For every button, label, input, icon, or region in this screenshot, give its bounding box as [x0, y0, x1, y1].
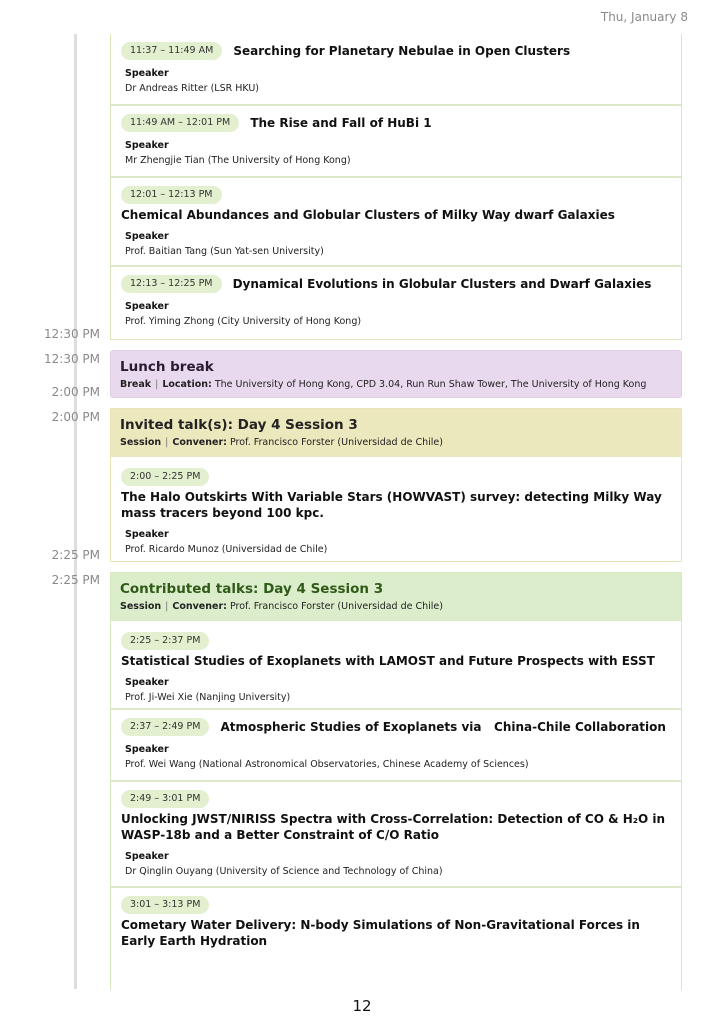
location-value: The University of Hong Kong, CPD 3.04, Run Run Shaw Tower, The University of Hong Kong [214, 379, 647, 390]
talk-item[interactable] [111, 457, 681, 561]
meta-separator: | [165, 437, 169, 448]
talk-time: 2:37 – 2:49 PM [121, 718, 209, 736]
session-block-invited [110, 408, 682, 562]
session-block-contributed [110, 572, 682, 990]
speaker-name: Prof. Baitian Tang (Sun Yat-sen University) [125, 245, 324, 257]
time-label-end: 12:30 PM [44, 327, 100, 341]
time-label-start: 2:00 PM [51, 410, 100, 424]
speaker-label: Speaker [125, 528, 169, 540]
talk-time: 2:00 – 2:25 PM [121, 468, 209, 486]
speaker-label: Speaker [125, 139, 169, 151]
speaker-name: Dr Qinglin Ouyang (University of Science and Technology of China) [125, 865, 443, 877]
talk-time: 11:49 AM – 12:01 PM [121, 114, 239, 132]
page-number: 12 [352, 997, 372, 1015]
talk-title[interactable]: Dynamical Evolutions in Globular Clusters and Dwarf Galaxies [232, 276, 652, 291]
speaker-name: Mr Zhengjie Tian (The University of Hong Kong) [125, 154, 351, 166]
talk-item[interactable] [111, 34, 681, 106]
talk-title[interactable]: The Halo Outskirts With Variable Stars (HOWVAST) survey: detecting Milky Way mass tracers beyond 100 kpc. [121, 489, 662, 520]
talk-item[interactable] [111, 178, 681, 267]
location-label: Location: [162, 379, 212, 390]
entry-type: Break [120, 379, 152, 390]
page-date: Thu, January 8 [600, 10, 688, 24]
talk-time: 2:25 – 2:37 PM [121, 632, 209, 650]
talk-item[interactable] [111, 621, 681, 710]
entry-type: Session [120, 437, 162, 448]
session-header[interactable] [111, 573, 681, 621]
convener-label: Convener: [172, 601, 227, 612]
talk-item[interactable] [111, 782, 681, 888]
time-label-end: 2:25 PM [51, 548, 100, 562]
talk-item[interactable] [111, 710, 681, 782]
talk-time: 11:37 – 11:49 AM [121, 42, 222, 60]
speaker-name: Prof. Wei Wang (National Astronomical Observatories, Chinese Academy of Sciences) [125, 758, 529, 770]
talk-title[interactable]: The Rise and Fall of HuBi 1 [250, 115, 432, 130]
speaker-label: Speaker [125, 850, 169, 862]
speaker-label: Speaker [125, 676, 169, 688]
time-label-start: 2:25 PM [51, 573, 100, 587]
talk-title[interactable]: Searching for Planetary Nebulae in Open Clusters [233, 43, 571, 58]
session-title[interactable]: Contributed talks: Day 4 Session 3 [120, 581, 384, 597]
talk-time: 12:01 – 12:13 PM [121, 186, 222, 204]
convener-value: Prof. Francisco Forster (Universidad de Chile) [229, 437, 443, 448]
talk-time: 2:49 – 3:01 PM [121, 790, 209, 808]
speaker-label: Speaker [125, 67, 169, 79]
time-label-start: 12:30 PM [44, 352, 100, 366]
talk-title[interactable]: Unlocking JWST/NIRISS Spectra with Cross-Correlation: Detection of CO & H₂O in WASP-18b and a Better Constraint of C/O Ratio [121, 811, 666, 842]
time-label-end: 2:00 PM [51, 385, 100, 399]
talk-item[interactable] [111, 267, 681, 338]
entry-type: Session [120, 601, 162, 612]
speaker-label: Speaker [125, 230, 169, 242]
speaker-name: Prof. Ricardo Munoz (Universidad de Chile) [125, 543, 328, 555]
lunch-title[interactable]: Lunch break [120, 359, 214, 375]
speaker-label: Speaker [125, 300, 169, 312]
talk-title[interactable]: Statistical Studies of Exoplanets with LAMOST and Future Prospects with ESST [121, 653, 655, 668]
session-header[interactable] [111, 409, 681, 457]
meta-separator: | [165, 601, 169, 612]
lunch-break-entry[interactable] [110, 350, 682, 398]
meta-separator: | [155, 379, 159, 390]
session-meta [120, 601, 672, 612]
talk-title[interactable]: Atmospheric Studies of Exoplanets via China-Chile Collaboration [220, 719, 666, 734]
session-block-morning [110, 34, 682, 340]
talk-time: 12:13 – 12:25 PM [121, 275, 222, 293]
speaker-name: Prof. Yiming Zhong (City University of Hong Kong) [125, 315, 362, 327]
speaker-name: Dr Andreas Ritter (LSR HKU) [125, 82, 260, 94]
talk-title[interactable]: Cometary Water Delivery: N-body Simulations of Non-Gravitational Forces in Early Earth Hydration [121, 917, 640, 948]
convener-label: Convener: [172, 437, 227, 448]
talk-time: 3:01 – 3:13 PM [121, 896, 209, 914]
talk-item[interactable] [111, 888, 681, 989]
convener-value: Prof. Francisco Forster (Universidad de Chile) [229, 601, 443, 612]
talk-title[interactable]: Chemical Abundances and Globular Clusters of Milky Way dwarf Galaxies [121, 207, 615, 222]
lunch-meta [120, 379, 672, 390]
session-meta [120, 437, 672, 448]
talk-item[interactable] [111, 106, 681, 178]
speaker-name: Prof. Ji-Wei Xie (Nanjing University) [125, 691, 291, 703]
speaker-label: Speaker [125, 743, 169, 755]
timeline-rail [74, 34, 77, 989]
session-title[interactable]: Invited talk(s): Day 4 Session 3 [120, 417, 358, 433]
